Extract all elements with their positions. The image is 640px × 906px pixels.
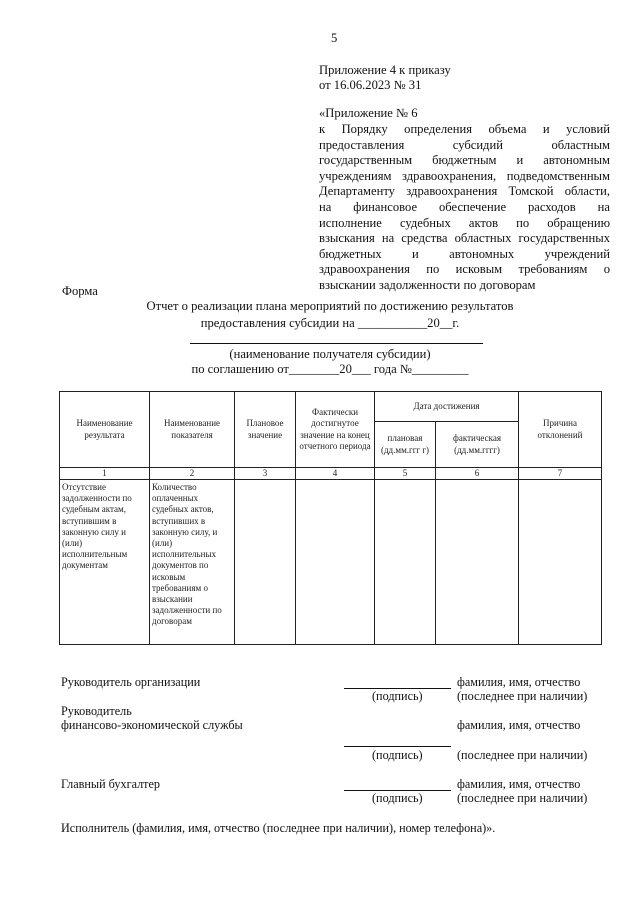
appendix6-line: предоставления субсидий областным bbox=[319, 137, 610, 152]
appendix6-line: на финансовое обеспечение расходов на bbox=[319, 199, 610, 214]
column-number: 3 bbox=[235, 468, 296, 480]
finance-signature-line bbox=[344, 746, 451, 747]
recipient-caption: (наименование получателя субсидии) bbox=[229, 347, 431, 361]
appendix6-line: взыскания на средства областных государственных bbox=[319, 231, 610, 246]
recipient-underline bbox=[190, 343, 483, 344]
page-number: 5 bbox=[331, 31, 338, 45]
appendix6-last-line: взыскании задолженности по договорам bbox=[319, 277, 536, 292]
cell-result: Отсутствие задолженности по судебным актам, вступившим в законную силу и (или) исполнительным документам bbox=[60, 480, 150, 645]
column-number: 7 bbox=[519, 468, 602, 480]
head-sign-caption: (подпись) bbox=[372, 689, 423, 703]
cell-indicator: Количество оплаченных судебных актов, вступивших в законную силу, и (или) исполнительных документов по исковым требованиям о взыскании задолженности по договорам bbox=[150, 480, 235, 645]
header-result-name: Наименование результата bbox=[60, 392, 150, 468]
report-title-line1: Отчет о реализации плана мероприятий по достижению результатов bbox=[146, 299, 514, 313]
finance-patronymic-caption: (последнее при наличии) bbox=[457, 748, 588, 762]
cell-deviation-reason bbox=[519, 480, 602, 645]
finance-name-caption: фамилия, имя, отчество bbox=[457, 718, 581, 732]
cell-planned-value bbox=[235, 480, 296, 645]
appendix6-line: к Порядку определения объема и условий bbox=[319, 122, 610, 136]
accountant-label: Главный бухгалтер bbox=[61, 777, 161, 791]
finance-sign-caption: (подпись) bbox=[372, 748, 423, 762]
head-label: Руководитель организации bbox=[61, 675, 201, 689]
appendix6-line: здравоохранения по исковым требованиям о bbox=[319, 262, 610, 277]
header-date-planned: плановая (дд.мм.ггг г) bbox=[375, 422, 436, 468]
appendix4-line1: Приложение 4 к приказу bbox=[319, 63, 451, 77]
column-number: 5 bbox=[375, 468, 436, 480]
report-table bbox=[59, 391, 602, 645]
appendix6-line: государственным бюджетным и автономным bbox=[319, 153, 610, 168]
accountant-patronymic-caption: (последнее при наличии) bbox=[457, 791, 588, 805]
accountant-name-caption: фамилия, имя, отчество bbox=[457, 777, 581, 791]
appendix6-body bbox=[319, 122, 610, 294]
head-patronymic-caption: (последнее при наличии) bbox=[457, 689, 588, 703]
column-number: 4 bbox=[296, 468, 375, 480]
report-title-line2: предоставления субсидии на ___________20__г. bbox=[200, 316, 460, 330]
appendix4-line2: от 16.06.2023 № 31 bbox=[319, 78, 422, 92]
column-number: 1 bbox=[60, 468, 150, 480]
header-indicator-name: Наименование показателя bbox=[150, 392, 235, 468]
executor-line: Исполнитель (фамилия, имя, отчество (последнее при наличии), номер телефона)». bbox=[61, 821, 496, 835]
header-date-actual: фактическая (дд.мм.гггг) bbox=[436, 422, 519, 468]
column-number: 2 bbox=[150, 468, 235, 480]
cell-date-planned bbox=[375, 480, 436, 645]
appendix6-title: «Приложение № 6 bbox=[319, 106, 418, 120]
appendix6-line: исполнение судебных актов по обращению bbox=[319, 215, 610, 230]
form-label: Форма bbox=[62, 284, 98, 298]
table-row bbox=[60, 480, 602, 645]
accountant-sign-caption: (подпись) bbox=[372, 791, 423, 805]
agreement-line: по соглашению от________20___ года №_________ bbox=[191, 362, 469, 376]
head-name-caption: фамилия, имя, отчество bbox=[457, 675, 581, 689]
column-number: 6 bbox=[436, 468, 519, 480]
cell-date-actual bbox=[436, 480, 519, 645]
cell-actual-value bbox=[296, 480, 375, 645]
appendix6-line: бюджетных и автономных учреждений bbox=[319, 246, 610, 261]
header-date-group: Дата достижения bbox=[375, 392, 519, 422]
header-deviation-reason: Причина отклонений bbox=[519, 392, 602, 468]
finance-label-line1: Руководитель bbox=[61, 704, 132, 718]
header-actual-value: Фактически достигнутое значение на конец отчетного периода bbox=[296, 392, 375, 468]
finance-label-line2: финансово-экономической службы bbox=[61, 718, 243, 732]
appendix6-line: учреждениям здравоохранения, подведомственным bbox=[319, 168, 610, 183]
header-planned-value: Плановое значение bbox=[235, 392, 296, 468]
appendix6-line: Департаменту здравоохранения Томской области, bbox=[319, 184, 610, 199]
